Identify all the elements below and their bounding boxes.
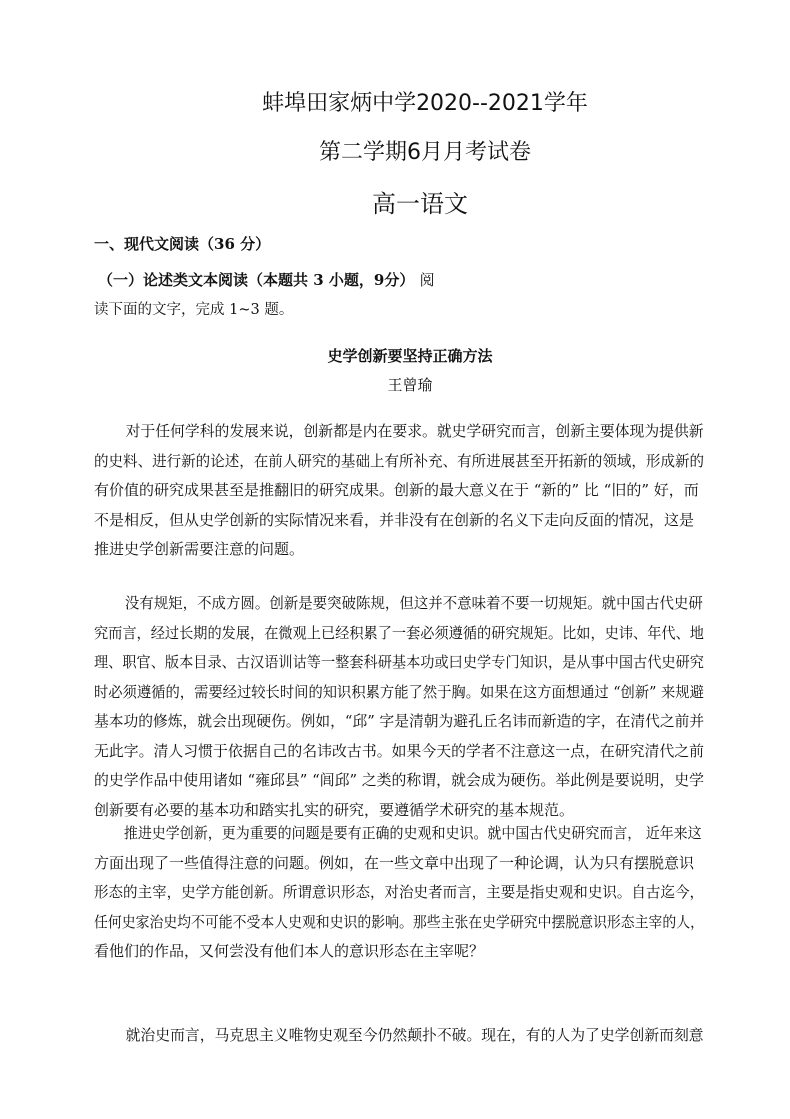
- exam-title-school: 蚌埠田家炳中学2020--2021学年: [262, 91, 588, 116]
- paragraph-line: 推进史学创新需要注意的问题。: [94, 540, 305, 558]
- paragraph-line: 的史料、进行新的论述，在前人研究的基础上有所补充、有所进展甚至开拓新的领域，形成新的: [94, 451, 705, 470]
- article-paragraph-2: [94, 589, 704, 825]
- paragraph-line: 没有规矩，不成方圆。创新是要突破陈规，但这并不意味着不要一切规矩。就中国古代史研: [124, 594, 703, 612]
- article-paragraph-1: [94, 417, 704, 565]
- article-author: 王曾瑜: [387, 376, 433, 394]
- exam-title-subject: 高一语文: [372, 190, 468, 218]
- paragraph-line: 方面出现了一些值得注意的问题。例如，在一些文章中出现了一种论调，认为只有摆脱意识: [94, 853, 695, 872]
- section-heading-modern-reading: 一、现代文阅读（36 分）: [94, 235, 271, 253]
- subsection-heading-argumentative: [98, 269, 435, 290]
- subsection-heading-text: （一）论述类文本阅读（本题共 3 小题，9分）: [98, 271, 415, 289]
- paragraph-line: 就治史而言，马克思主义唯物史观至今仍然颠扑不破。现在，有的人为了史学创新而刻意: [125, 1026, 704, 1044]
- paragraph-line: 无此字。清人习惯于依据自己的名讳改古书。如果今天的学者不注意这一点，在研究清代之前: [94, 741, 705, 760]
- paragraph-line: 任何史家治史均不可能不受本人史观和史识的影响。那些主张在史学研究中摆脱意识形态主宰的人，: [94, 912, 704, 931]
- paragraph-line: 创新要有必要的基本功和踏实扎实的研究，要遵循学术研究的基本规范。: [94, 800, 575, 819]
- paragraph-line: 推进史学创新，更为重要的问题是要有正确的史观和史识。就中国古代史研究而言， 近年来这: [123, 824, 702, 842]
- subsection-heading-tail: 阅: [419, 271, 435, 289]
- paragraph-line: 究而言，经过长期的发展，在微观上已经积累了一套必须遵循的研究规矩。比如，史讳、年代、地: [94, 623, 704, 642]
- paragraph-line: 形态的主宰，史学方能创新。所谓意识形态，对治史者而言，主要是指史观和史识。自古迄今，: [94, 883, 705, 901]
- paragraph-line: 不是相反，但从史学创新的实际情况来看，并非没有在创新的名义下走向反面的情况，这是: [94, 510, 695, 529]
- reading-instruction: 读下面的文字，完成 1~3 题。: [94, 302, 294, 318]
- exam-title-term: 第二学期6月月考试卷: [319, 140, 531, 165]
- article-paragraph-3: [94, 819, 704, 967]
- paragraph-line: 的史学作品中使用诸如 “雍邱县” “闾邱” 之类的称谓，就会成为硬伤。举此例是要说明，史学: [94, 771, 705, 789]
- paragraph-line: 有价值的研究成果甚至是推翻旧的研究成果。创新的最大意义在于 “新的” 比 “旧的” 好，而: [94, 481, 699, 499]
- paragraph-line: 看他们的作品，又何尝没有他们本人的意识形态在主宰呢？: [94, 942, 485, 960]
- paragraph-line: 理、职官、版本目录、古汉语训诂等一整套科研基本功或曰史学专门知识，是从事中国古代史研究: [94, 653, 704, 671]
- paragraph-line: 对于任何学科的发展来说，创新都是内在要求。就史学研究而言，创新主要体现为提供新: [125, 422, 704, 440]
- article-title: 史学创新要坚持正确方法: [327, 347, 493, 365]
- paragraph-line: 基本功的修炼，就会出现硬伤。例如，“邱” 字是清朝为避孔丘名讳而新造的字，在清代之前并: [94, 712, 705, 730]
- paragraph-line: 时必须遵循的，需要经过较长时间的知识积累方能了然于胸。如果在这方面想通过 “创新” 来规避: [94, 682, 704, 701]
- article-paragraph-4: [94, 1021, 704, 1051]
